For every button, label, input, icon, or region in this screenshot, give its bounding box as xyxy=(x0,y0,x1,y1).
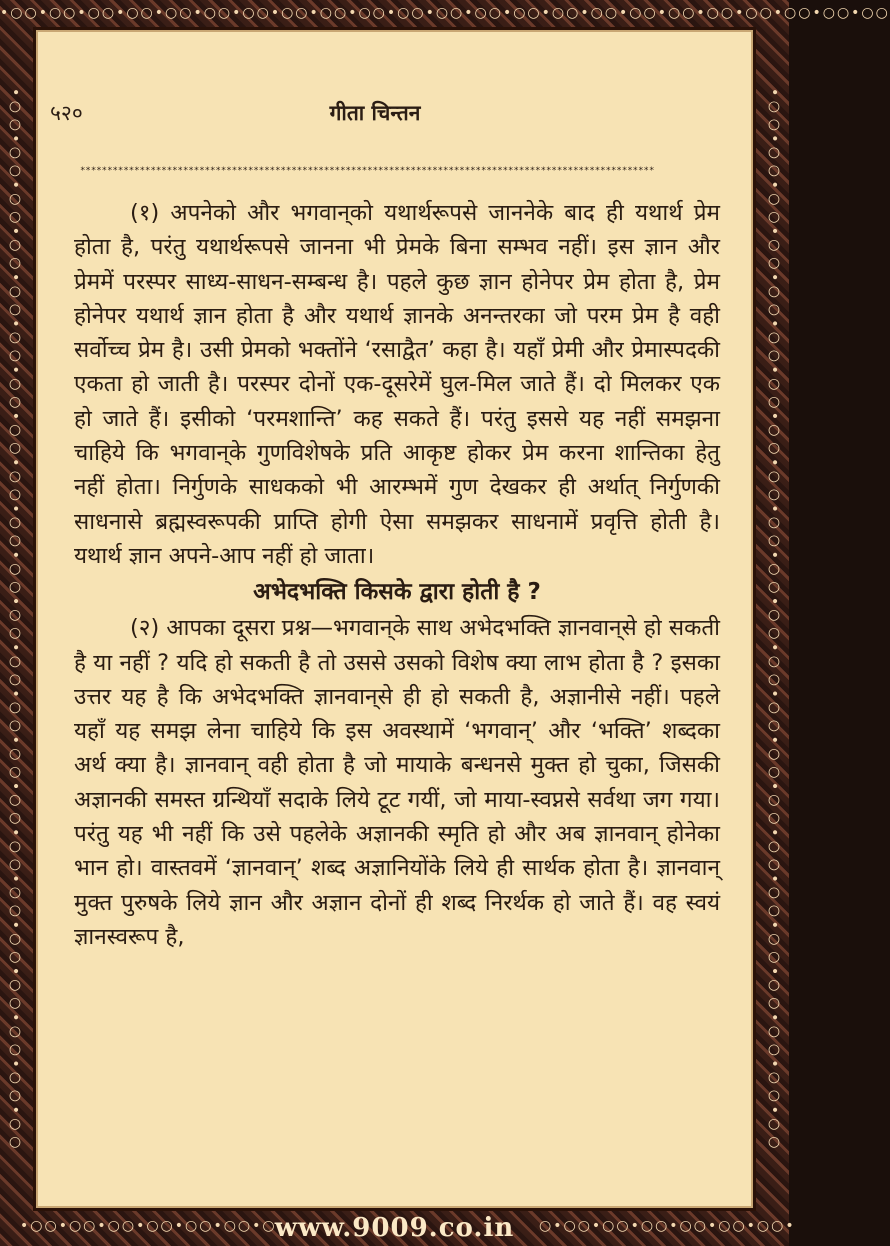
page-body xyxy=(74,196,720,954)
paragraph-2: (२) आपका दूसरा प्रश्न—भगवान्‌के साथ अभेदभक्ति ज्ञानवान्‌से हो सकती है या नहीं ? यदि हो सकती है तो उससे उसको विशेष क्या लाभ होता है ? इसका उत्तर यह है कि अभेदभक्ति ज्ञानवान्‌से ही हो सकती है, अज्ञानीसे नहीं। पहले यहाँ यह समझ लेना चाहिये कि इस अवस्थामें ‘भगवान्’ और ‘भक्ति’ शब्दका अर्थ क्या है। ज्ञानवान् वही होता है जो मायाके बन्धनसे मुक्त हो चुका, जिसकी अज्ञानकी समस्त ग्रन्थियाँ सदाके लिये टूट गयीं, जो माया-स्वप्नसे सर्वथा जग गया। परंतु यह भी नहीं कि उसे पहलेके अज्ञानकी स्मृति हो और अब ज्ञानवान् होनेका भान हो। वास्तवमें ‘ज्ञानवान्’ शब्द अज्ञानियोंके लिये ही सार्थक होता है। ज्ञानवान् मुक्त पुरुषके लिये ज्ञान और अज्ञान दोनों ही शब्द निरर्थक हो जाते हैं। वह स्वयं ज्ञानस्वरूप है, xyxy=(74,615,720,950)
section-heading: अभेदभक्ति किसके द्वारा होती है ? xyxy=(253,579,541,606)
footer-ornament-left: •○○•○○•○○•○○•○○•○○•○ xyxy=(20,1218,277,1234)
page-header xyxy=(50,99,700,129)
frame-ornament-top: •○○•○○•○○•○○•○○•○○•○○•○○•○○•○○•○○•○○•○○•○○•○○•○○•○○•○○•○○•○○•○○•○○•○○ xyxy=(0,5,890,21)
footer-ornament-right: ○•○○•○○•○○•○○•○○•○○• xyxy=(539,1218,796,1234)
website-link[interactable]: www.9009.co.in xyxy=(274,1213,515,1243)
frame-ornament-right: •○○•○○•○○•○○•○○•○○•○○•○○•○○•○○•○○•○○•○○•○○•○○•○○•○○•○○•○○•○○•○○•○○•○○ xyxy=(766,88,782,1152)
frame-ornament-left: •○○•○○•○○•○○•○○•○○•○○•○○•○○•○○•○○•○○•○○•○○•○○•○○•○○•○○•○○•○○•○○•○○•○○ xyxy=(7,88,23,1152)
star-divider: ********************************************************************************************************** xyxy=(80,166,655,176)
paragraph-1: (१) अपनेको और भगवान्‌को यथार्थरूपसे जाननेके बाद ही यथार्थ प्रेम होता है, परंतु यथार्थरूपसे जानना भी प्रेमके बिना सम्भव नहीं। इस ज्ञान और प्रेममें परस्पर साध्य-साधन-सम्बन्ध है। पहले कुछ ज्ञान होनेपर प्रेम होता है, प्रेम होनेपर यथार्थ ज्ञान होता है और यथार्थ ज्ञानके अनन्तरका जो परम प्रेम है वही सर्वोच्च प्रेम है। उसी प्रेमको भक्तोंने ‘रसाद्वैत’ कहा है। यहाँ प्रेमी और प्रेमास्पदकी एकता हो जाती है। परस्पर दोनों एक-दूसरेमें घुल-मिल जाते हैं। दो मिलकर एक हो जाते हैं। इसीको ‘परमशान्ति’ कह सकते हैं। परंतु इससे यह नहीं समझना चाहिये कि भगवान्‌के गुणविशेषके प्रति आकृष्ट होकर प्रेम करना शान्तिका हेतु नहीं होता। निर्गुणके साधकको भी आरम्भमें गुण देखकर ही अर्थात् निर्गुणकी साधनासे ब्रह्मस्वरूपकी प्राप्ति होगी ऐसा समझकर साधनामें प्रवृत्ति होती है। यथार्थ ज्ञान अपने-आप नहीं हो जाता। xyxy=(74,200,720,569)
page-number: ५२० xyxy=(50,101,83,125)
running-title: गीता चिन्तन xyxy=(329,101,421,125)
page-footer xyxy=(0,1210,796,1246)
